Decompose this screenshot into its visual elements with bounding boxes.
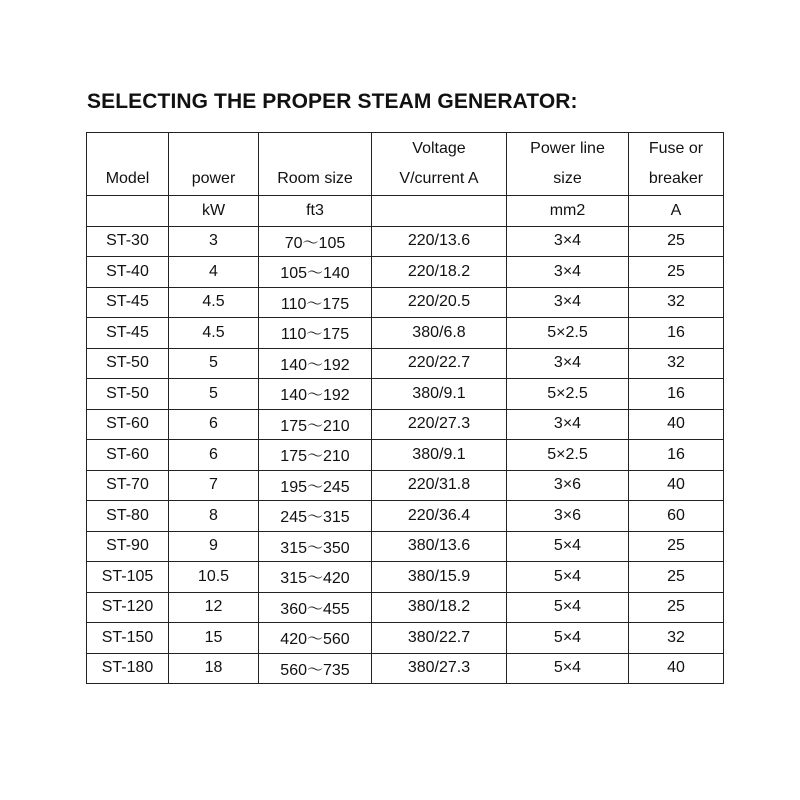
table-row <box>87 409 724 440</box>
table-row <box>87 226 724 257</box>
header-power-line-size-line1: Power line <box>530 140 605 157</box>
cell-power: 6 <box>169 409 259 440</box>
cell-power-line-size: 5×2.5 <box>507 318 629 349</box>
cell-power: 18 <box>169 653 259 684</box>
header-room-size-line2: Room size <box>277 170 353 187</box>
cell-model: ST-70 <box>87 470 169 501</box>
cell-fuse-breaker: 25 <box>629 562 724 593</box>
cell-fuse-breaker: 25 <box>629 592 724 623</box>
cell-power-line-size: 3×4 <box>507 348 629 379</box>
cell-power-line-size: 5×4 <box>507 562 629 593</box>
header-fuse-breaker-line2: breaker <box>648 170 704 187</box>
cell-voltage-current: 380/27.3 <box>372 653 507 684</box>
cell-fuse-breaker: 16 <box>629 379 724 410</box>
unit-fuse-breaker: A <box>629 196 724 227</box>
cell-model: ST-105 <box>87 562 169 593</box>
cell-power-line-size: 5×4 <box>507 653 629 684</box>
cell-room-size: 245～315 <box>259 501 372 532</box>
cell-power-line-size: 3×4 <box>507 287 629 318</box>
cell-model: ST-45 <box>87 318 169 349</box>
cell-voltage-current: 220/13.6 <box>372 226 507 257</box>
document-title: SELECTING THE PROPER STEAM GENERATOR: <box>87 90 578 113</box>
cell-voltage-current: 220/20.5 <box>372 287 507 318</box>
cell-model: ST-50 <box>87 379 169 410</box>
header-fuse-breaker <box>629 133 724 196</box>
cell-room-size: 560～735 <box>259 653 372 684</box>
table-row <box>87 623 724 654</box>
table-row <box>87 653 724 684</box>
header-fuse-breaker-line1: Fuse or <box>648 140 704 157</box>
cell-power-line-size: 5×4 <box>507 531 629 562</box>
cell-power-line-size: 5×2.5 <box>507 379 629 410</box>
cell-room-size: 175～210 <box>259 409 372 440</box>
header-row <box>87 133 724 196</box>
cell-power: 4 <box>169 257 259 288</box>
table-row <box>87 257 724 288</box>
cell-voltage-current: 380/6.8 <box>372 318 507 349</box>
table-row <box>87 287 724 318</box>
cell-voltage-current: 380/18.2 <box>372 592 507 623</box>
cell-fuse-breaker: 32 <box>629 287 724 318</box>
cell-power: 12 <box>169 592 259 623</box>
cell-fuse-breaker: 32 <box>629 348 724 379</box>
cell-model: ST-150 <box>87 623 169 654</box>
cell-voltage-current: 220/27.3 <box>372 409 507 440</box>
cell-voltage-current: 380/22.7 <box>372 623 507 654</box>
cell-fuse-breaker: 25 <box>629 257 724 288</box>
cell-room-size: 360～455 <box>259 592 372 623</box>
header-power <box>169 133 259 196</box>
cell-model: ST-180 <box>87 653 169 684</box>
header-model-line1 <box>87 134 168 164</box>
header-voltage-current-line1: Voltage <box>412 140 466 157</box>
cell-power: 7 <box>169 470 259 501</box>
cell-voltage-current: 220/18.2 <box>372 257 507 288</box>
table-row <box>87 501 724 532</box>
cell-power: 5 <box>169 379 259 410</box>
header-voltage-current <box>372 133 507 196</box>
table-row <box>87 470 724 501</box>
unit-power: kW <box>169 196 259 227</box>
cell-room-size: 70～105 <box>259 226 372 257</box>
cell-power-line-size: 3×4 <box>507 409 629 440</box>
cell-power: 4.5 <box>169 287 259 318</box>
table-row <box>87 318 724 349</box>
cell-power: 10.5 <box>169 562 259 593</box>
cell-power: 5 <box>169 348 259 379</box>
cell-model: ST-30 <box>87 226 169 257</box>
cell-voltage-current: 380/13.6 <box>372 531 507 562</box>
cell-power-line-size: 3×6 <box>507 501 629 532</box>
cell-room-size: 175～210 <box>259 440 372 471</box>
cell-power-line-size: 3×4 <box>507 257 629 288</box>
cell-model: ST-60 <box>87 409 169 440</box>
header-model <box>87 133 169 196</box>
table-row <box>87 379 724 410</box>
cell-room-size: 315～350 <box>259 531 372 562</box>
unit-room-size: ft3 <box>259 196 372 227</box>
cell-room-size: 140～192 <box>259 348 372 379</box>
cell-voltage-current: 220/31.8 <box>372 470 507 501</box>
cell-power-line-size: 5×4 <box>507 592 629 623</box>
cell-fuse-breaker: 40 <box>629 653 724 684</box>
table-row <box>87 348 724 379</box>
header-power-line-size <box>507 133 629 196</box>
unit-model <box>87 196 169 227</box>
cell-power-line-size: 5×4 <box>507 623 629 654</box>
table-row <box>87 592 724 623</box>
cell-fuse-breaker: 16 <box>629 440 724 471</box>
cell-room-size: 140～192 <box>259 379 372 410</box>
table-row <box>87 531 724 562</box>
header-power-line2: power <box>191 170 236 187</box>
cell-voltage-current: 380/9.1 <box>372 440 507 471</box>
table-row <box>87 562 724 593</box>
cell-model: ST-45 <box>87 287 169 318</box>
cell-fuse-breaker: 32 <box>629 623 724 654</box>
cell-fuse-breaker: 25 <box>629 226 724 257</box>
cell-power: 3 <box>169 226 259 257</box>
cell-room-size: 110～175 <box>259 287 372 318</box>
header-model-line2: Model <box>105 170 150 187</box>
cell-power: 15 <box>169 623 259 654</box>
header-voltage-current-line2: V/current A <box>399 170 479 187</box>
cell-power-line-size: 3×6 <box>507 470 629 501</box>
cell-fuse-breaker: 40 <box>629 409 724 440</box>
cell-power: 9 <box>169 531 259 562</box>
cell-fuse-breaker: 40 <box>629 470 724 501</box>
unit-voltage-current <box>372 196 507 227</box>
cell-model: ST-120 <box>87 592 169 623</box>
steam-generator-table <box>86 132 724 684</box>
cell-fuse-breaker: 25 <box>629 531 724 562</box>
cell-power: 4.5 <box>169 318 259 349</box>
units-row <box>87 196 724 227</box>
cell-model: ST-50 <box>87 348 169 379</box>
header-power-line-size-line2: size <box>553 170 582 187</box>
cell-voltage-current: 220/36.4 <box>372 501 507 532</box>
cell-room-size: 420～560 <box>259 623 372 654</box>
cell-voltage-current: 380/9.1 <box>372 379 507 410</box>
cell-fuse-breaker: 16 <box>629 318 724 349</box>
cell-room-size: 105～140 <box>259 257 372 288</box>
cell-power-line-size: 3×4 <box>507 226 629 257</box>
cell-voltage-current: 220/22.7 <box>372 348 507 379</box>
cell-power-line-size: 5×2.5 <box>507 440 629 471</box>
cell-model: ST-40 <box>87 257 169 288</box>
cell-model: ST-90 <box>87 531 169 562</box>
cell-room-size: 315～420 <box>259 562 372 593</box>
cell-voltage-current: 380/15.9 <box>372 562 507 593</box>
header-room-size <box>259 133 372 196</box>
header-power-line1 <box>169 134 258 164</box>
cell-power: 6 <box>169 440 259 471</box>
cell-power: 8 <box>169 501 259 532</box>
unit-power-line-size: mm2 <box>507 196 629 227</box>
cell-fuse-breaker: 60 <box>629 501 724 532</box>
header-room-size-line1 <box>259 134 371 164</box>
cell-room-size: 110～175 <box>259 318 372 349</box>
cell-model: ST-60 <box>87 440 169 471</box>
cell-model: ST-80 <box>87 501 169 532</box>
cell-room-size: 195～245 <box>259 470 372 501</box>
table-row <box>87 440 724 471</box>
